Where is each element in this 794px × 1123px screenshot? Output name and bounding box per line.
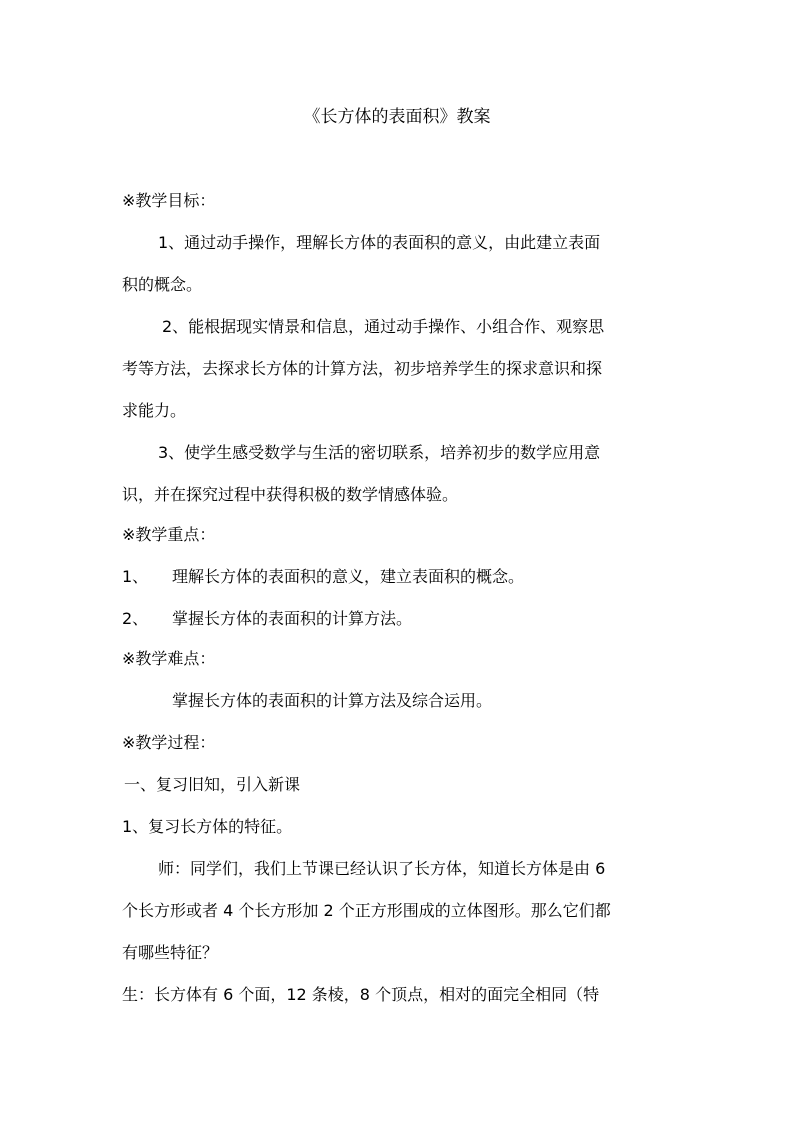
paragraph-line: 积的概念。: [122, 275, 203, 294]
paragraph-line: 求能力。: [122, 401, 187, 420]
paragraph-line: 考等方法，去探求长方体的计算方法，初步培养学生的探求意识和探: [122, 359, 603, 378]
section-heading-difficulties: ※教学难点：: [122, 649, 216, 668]
paragraph-line: 3、使学生感受数学与生活的密切联系，培养初步的数学应用意: [158, 443, 601, 462]
paragraph-line: 有哪些特征？: [122, 943, 219, 962]
paragraph-line: 个长方形或者 4 个长方形加 2 个正方形围成的立体图形。那么它们都: [122, 901, 611, 920]
key-point-item: [0, 566, 794, 588]
paragraph-line: 识，并在探究过程中获得积极的数学情感体验。: [122, 485, 459, 504]
paragraph-line: 生：长方体有 6 个面，12 条棱，8 个顶点，相对的面完全相同（特: [122, 985, 600, 1004]
key-point-item: [0, 608, 794, 630]
section-heading-objectives: ※教学目标：: [122, 191, 216, 210]
key-point-text: 理解长方体的表面积的意义，建立表面积的概念。: [172, 567, 525, 586]
paragraph-line: 1、复习长方体的特征。: [122, 817, 293, 836]
key-point-text: 掌握长方体的表面积的计算方法。: [172, 609, 413, 628]
document-title: 《长方体的表面积》教案: [303, 107, 491, 127]
key-point-number: 1、: [122, 567, 149, 586]
paragraph-line: 师：同学们，我们上节课已经认识了长方体，知道长方体是由 6: [158, 859, 606, 878]
paragraph-line: 1、通过动手操作，理解长方体的表面积的意义，由此建立表面: [158, 233, 601, 252]
key-point-number: 2、: [122, 609, 149, 628]
paragraph-line: 2、能根据现实情景和信息，通过动手操作、小组合作、观察思: [162, 317, 605, 336]
paragraph-line: 掌握长方体的表面积的计算方法及综合运用。: [172, 691, 493, 710]
subsection-heading: 一、复习旧知，引入新课: [124, 775, 301, 794]
section-heading-key-points: ※教学重点：: [122, 525, 216, 544]
section-heading-process: ※教学过程：: [122, 733, 216, 752]
